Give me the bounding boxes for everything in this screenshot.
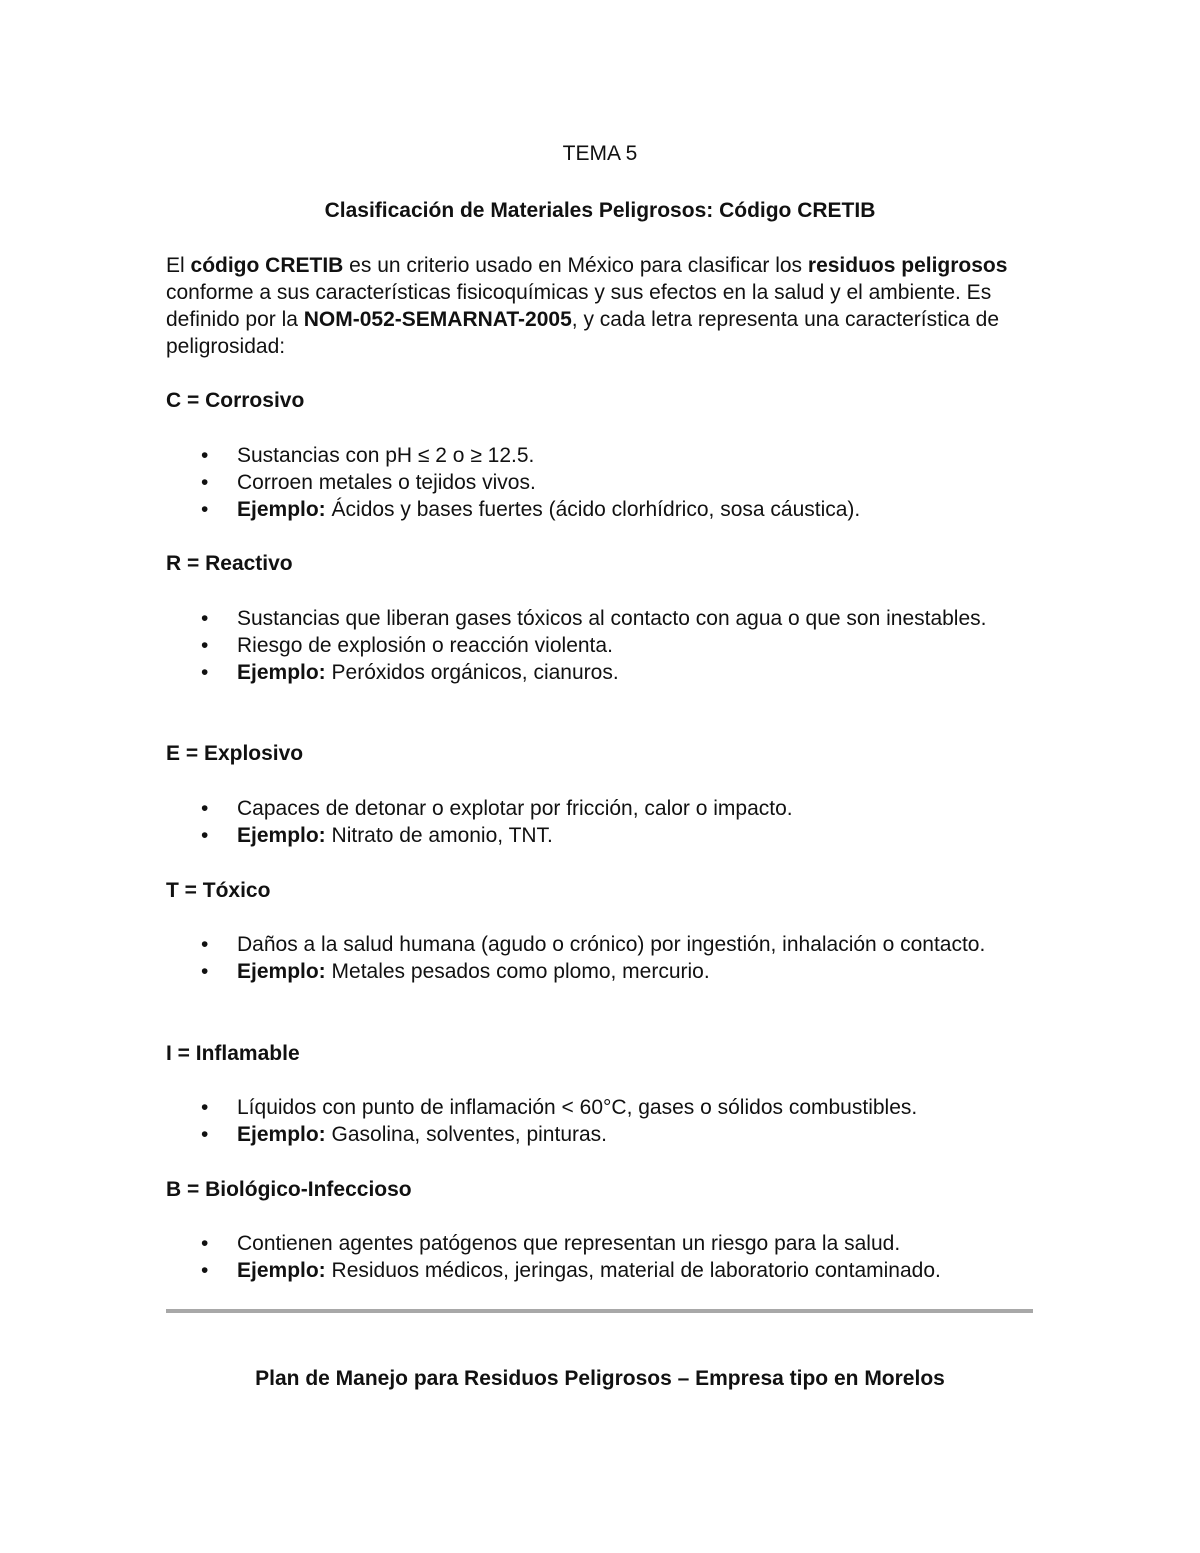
- list-item-text: Líquidos con punto de inflamación < 60°C, gases o sólidos combustibles.: [237, 1096, 918, 1119]
- list-item-example: [166, 659, 1034, 686]
- list-item-text: Daños a la salud humana (agudo o crónico) por ingestión, inhalación o contacto.: [237, 933, 986, 956]
- example-text: Nitrato de amonio, TNT.: [325, 824, 553, 847]
- bullet-icon: •: [201, 1096, 209, 1119]
- list-item-text: Contienen agentes patógenos que representan un riesgo para la salud.: [237, 1232, 901, 1255]
- list-item: [166, 931, 1034, 958]
- intro-text-4: , y cada letra representa una característica de peligrosidad:: [166, 308, 1000, 358]
- list-item-example: [166, 822, 1034, 849]
- example-label: Ejemplo:: [237, 1123, 326, 1146]
- bullet-icon: •: [201, 1123, 209, 1146]
- intro-paragraph: [166, 252, 1034, 360]
- list-item: [166, 795, 1034, 822]
- plan-title: Plan de Manejo para Residuos Peligrosos – Empresa tipo en Morelos: [255, 1367, 945, 1390]
- list-item-text: Sustancias que liberan gases tóxicos al contacto con agua o que son inestables.: [237, 607, 987, 630]
- list-corrosivo: [166, 442, 1034, 523]
- section-heading-inflamable: I = Inflamable: [166, 1042, 300, 1065]
- list-item-text: Corroen metales o tejidos vivos.: [237, 471, 536, 494]
- list-item-text: Riesgo de explosión o reacción violenta.: [237, 634, 613, 657]
- example-text: Residuos médicos, jeringas, material de laboratorio contaminado.: [325, 1259, 941, 1282]
- bullet-icon: •: [201, 498, 209, 521]
- section-heading-toxico: T = Tóxico: [166, 879, 271, 902]
- example-label: Ejemplo:: [237, 661, 326, 684]
- intro-text-3: conforme a sus características fisicoquímicas y sus efectos en la salud y el ambiente. Es definido por la: [166, 281, 992, 331]
- list-inflamable: [166, 1094, 1034, 1148]
- topic-label: TEMA 5: [562, 142, 638, 165]
- bullet-icon: •: [201, 661, 209, 684]
- bullet-icon: •: [201, 960, 209, 983]
- intro-text-2: es un criterio usado en México para clasificar los: [343, 254, 808, 277]
- bullet-icon: •: [201, 444, 209, 467]
- list-item-example: [166, 496, 1034, 523]
- page-title: Clasificación de Materiales Peligrosos: Código CRETIB: [324, 199, 876, 222]
- bullet-icon: •: [201, 607, 209, 630]
- example-text: Ácidos y bases fuertes (ácido clorhídrico, sosa cáustica).: [325, 498, 861, 521]
- bullet-icon: •: [201, 1232, 209, 1255]
- list-item: [166, 442, 1034, 469]
- list-item: [166, 1230, 1034, 1257]
- list-explosivo: [166, 795, 1034, 849]
- list-item-text: Capaces de detonar o explotar por fricción, calor o impacto.: [237, 797, 793, 820]
- example-text: Gasolina, solventes, pinturas.: [325, 1123, 608, 1146]
- list-item-example: [166, 958, 1034, 985]
- section-heading-explosivo: E = Explosivo: [166, 742, 304, 765]
- example-label: Ejemplo:: [237, 960, 326, 983]
- intro-bold-nom: NOM-052-SEMARNAT-2005: [303, 308, 572, 331]
- example-label: Ejemplo:: [237, 824, 326, 847]
- intro-text-1: El: [166, 254, 191, 277]
- intro-bold-residuos: residuos peligrosos: [807, 254, 1008, 277]
- bullet-icon: •: [201, 471, 209, 494]
- example-label: Ejemplo:: [237, 498, 326, 521]
- example-label: Ejemplo:: [237, 1259, 326, 1282]
- horizontal-divider: [166, 1309, 1033, 1313]
- list-toxico: [166, 931, 1034, 985]
- section-heading-reactivo: R = Reactivo: [166, 552, 293, 575]
- list-item-text: Sustancias con pH ≤ 2 o ≥ 12.5.: [237, 444, 535, 467]
- bullet-icon: •: [201, 634, 209, 657]
- list-item-example: [166, 1257, 1034, 1284]
- list-item: [166, 605, 1034, 632]
- intro-bold-cretib: código CRETIB: [190, 254, 344, 277]
- list-item-example: [166, 1121, 1034, 1148]
- list-item: [166, 632, 1034, 659]
- section-heading-corrosivo: C = Corrosivo: [166, 389, 305, 412]
- bullet-icon: •: [201, 824, 209, 847]
- bullet-icon: •: [201, 797, 209, 820]
- example-text: Peróxidos orgánicos, cianuros.: [325, 661, 619, 684]
- list-biologico: [166, 1230, 1034, 1284]
- list-reactivo: [166, 605, 1034, 686]
- section-heading-biologico: B = Biológico-Infeccioso: [166, 1178, 412, 1201]
- example-text: Metales pesados como plomo, mercurio.: [325, 960, 710, 983]
- list-item: [166, 469, 1034, 496]
- bullet-icon: •: [201, 933, 209, 956]
- list-item: [166, 1094, 1034, 1121]
- bullet-icon: •: [201, 1259, 209, 1282]
